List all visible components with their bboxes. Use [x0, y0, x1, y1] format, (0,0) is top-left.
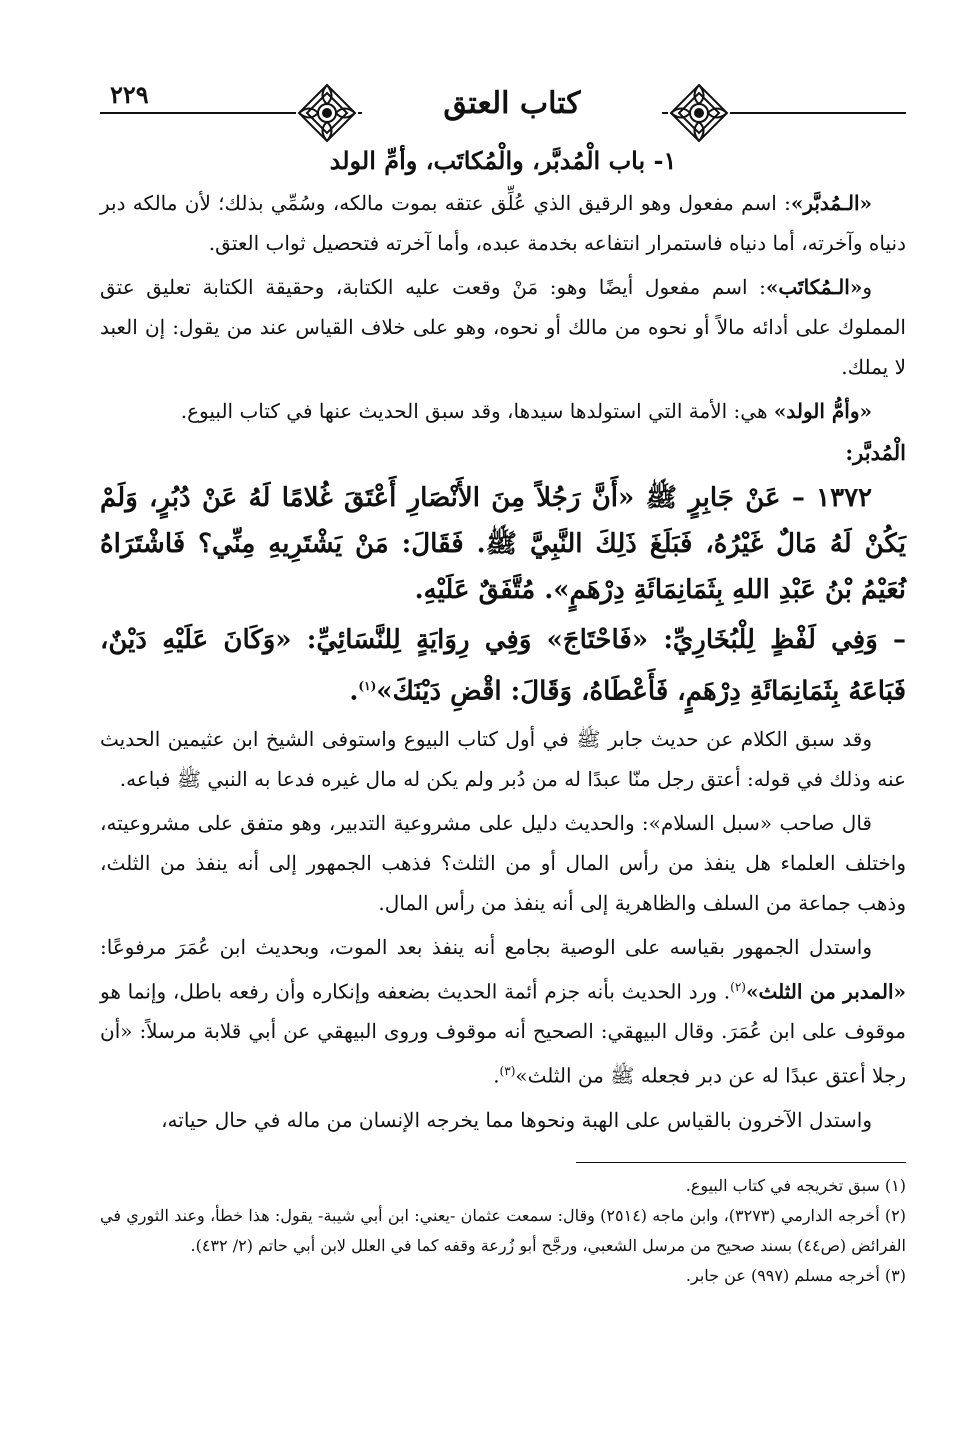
arabesque-ornament-icon — [668, 82, 730, 144]
commentary-text: . ورد الحديث بأنه جزم أئمة الحديث بضعفه وإنكاره وأن رفعه باطل، وإنما هو موقوف على ابن عُمَرَ. وقال البيهقي: الصحيح أنه موقوف وروى البيهقي عن أبي قلابة مرسلاً: «أن رجلا أعتق عبدًا له عن دبر فجعله ﷺ من الثلث» — [100, 979, 906, 1088]
book-title: كتاب العتق — [362, 86, 662, 121]
footnote-2: (٢) أخرجه الدارمي (٣٢٧٣)، وابن ماجه (٢٥١٤) وقال: سمعت عثمان -يعني: ابن أبي شيبة- يقول: هذا خطأ، وعند الثوري في الفرائض (ص٤٤) بسند صحيح من مرسل الشعبي، ورجَّح أبو زُرعة وقفه كما في العلل لابن أبي حاتم (٢/ ٤٣٢). — [100, 1205, 907, 1255]
footnote-ref-1: (١) — [358, 679, 377, 693]
commentary-text: . — [493, 1063, 500, 1088]
chapter-heading: ١- باب الْمُدبَّر، والْمُكاتَب، وأمِّ الولد — [329, 146, 677, 175]
footnote-1: (١) سبق تخريجه في كتاب البيوع. — [685, 1175, 906, 1195]
commentary-text: واستدل الجمهور بقياسه على الوصية بجامع أنه ينفذ بعد الموت، وبحديث ابن عُمَرَ مرفوعًا: — [100, 934, 872, 959]
definition-mudabbar — [100, 183, 906, 263]
quoted-hadith: «المدبر من الثلث» — [745, 979, 906, 1004]
definition-umm-walad — [100, 391, 906, 431]
term-mudabbar: «الـمُدبَّر» — [790, 191, 872, 215]
variant-text: – وَفِي لَفْظٍ لِلْبُخَارِيِّ: «فَاحْتَاجَ» وَفِي رِوَايَةٍ لِلنَّسَائِيِّ: «وَكَانَ عَلَيْهِ دَيْنٌ، فَبَاعَهُ بِثَمَانِمَائَةِ دِرْهَمٍ، فَأَعْطَاهُ، وَقَالَ: اقْضِ دَيْنَكَ» — [100, 625, 906, 707]
footnote-3: (٣) أخرجه مسلم (٩٩٧) عن جابر. — [685, 1265, 906, 1285]
section-subheading: الْمُدبَّر: — [845, 440, 906, 465]
commentary-1: وقد سبق الكلام عن حديث جابر ﷺ في أول كتاب البيوع واستوفى الشيخ ابن عثيمين الحديث عنه وذلك في قوله: أعتق رجل منّا عبدًا له من دُبر ولم يكن له مال غيره فدعا به النبي ﷺ فباعه. — [100, 726, 906, 791]
commentary-4: واستدل الآخرون بالقياس على الهبة ونحوها مما يخرجه الإنسان من ماله في حال حياته، — [161, 1107, 872, 1132]
footnote-ref-2: (٢) — [730, 979, 746, 994]
footnote-ref-3: (٣) — [499, 1064, 516, 1079]
hadith-variant: – وَفِي لَفْظٍ لِلْبُخَارِيِّ: «فَاحْتَاجَ» وَفِي رِوَايَةٍ لِلنَّسَائِيِّ: «وَكَانَ عَلَيْهِ دَيْنٌ، فَبَاعَهُ بِثَمَانِمَائَةِ دِرْهَمٍ، فَأَعْطَاهُ، وَقَالَ: اقْضِ دَيْنَكَ»$^{(١)}$. — [100, 625, 906, 707]
definition-text: هي: الأمة التي استولدها سيدها، وقد سبق الحديث عنها في كتاب البيوع. — [180, 399, 774, 423]
conjunction: و — [862, 275, 872, 299]
footnote-divider — [576, 1162, 906, 1163]
definition-text: : اسم مفعول وهو الرقيق الذي عُلِّق عتقه بموت مالكه، وسُمِّي بذلك؛ لأن مالكه دبر دنياه وآخرته، أما دنياه فاستمرار انتفاعه بخدمة عبده، وأما آخرته فتحصيل ثواب العتق. — [100, 191, 906, 255]
page-number: ٢٢٩ — [110, 80, 149, 109]
hadith-text: ١٣٧٢ – عَنْ جَابِرٍ ﷺ «أَنَّ رَجُلاً مِنَ الأَنْصَارِ أَعْتَقَ غُلامًا لَهُ عَنْ دُبُرٍ، وَلَمْ يَكُنْ لَهُ مَالٌ غَيْرُهُ، فَبَلَغَ ذَلِكَ النَّبِيَّ ﷺ. فَقَالَ: مَنْ يَشْتَرِيهِ مِنِّي؟ فَاشْتَرَاهُ نُعَيْمُ بْنُ عَبْدِ اللهِ بِثَمَانِمَائَةِ دِرْهَمٍ». مُتَّفَقٌ عَلَيْهِ. — [100, 483, 906, 605]
term-umm-walad: «وأمُّ الولد» — [773, 399, 872, 423]
commentary-3 — [100, 927, 906, 1096]
arabesque-ornament-icon — [296, 82, 358, 144]
definition-mukatab — [100, 267, 906, 387]
term-mukatab: «الـمُكاتَب» — [765, 275, 863, 299]
page — [100, 76, 906, 1415]
page-header — [100, 76, 906, 146]
definition-text: : اسم مفعول أيضًا وهو: مَنْ وقعت عليه الكتابة، وحقيقة الكتابة تعليق عتق المملوك على أدائه مالاً أو نحوه من مالك أو نحوه، وهو على خلاف القياس عند من يقول: إن العبد لا يملك. — [100, 275, 906, 379]
commentary-2: قال صاحب «سبل السلام»: والحديث دليل على مشروعية التدبير، وهو متفق على مشروعيته، واختلف العلماء هل ينفذ من رأس المال أو من الثلث؟ فذهب الجمهور إلى أنه ينفذ من الثلث، وذهب جماعة من السلف والظاهرية إلى أنه ينفذ من رأس المال. — [100, 810, 906, 915]
